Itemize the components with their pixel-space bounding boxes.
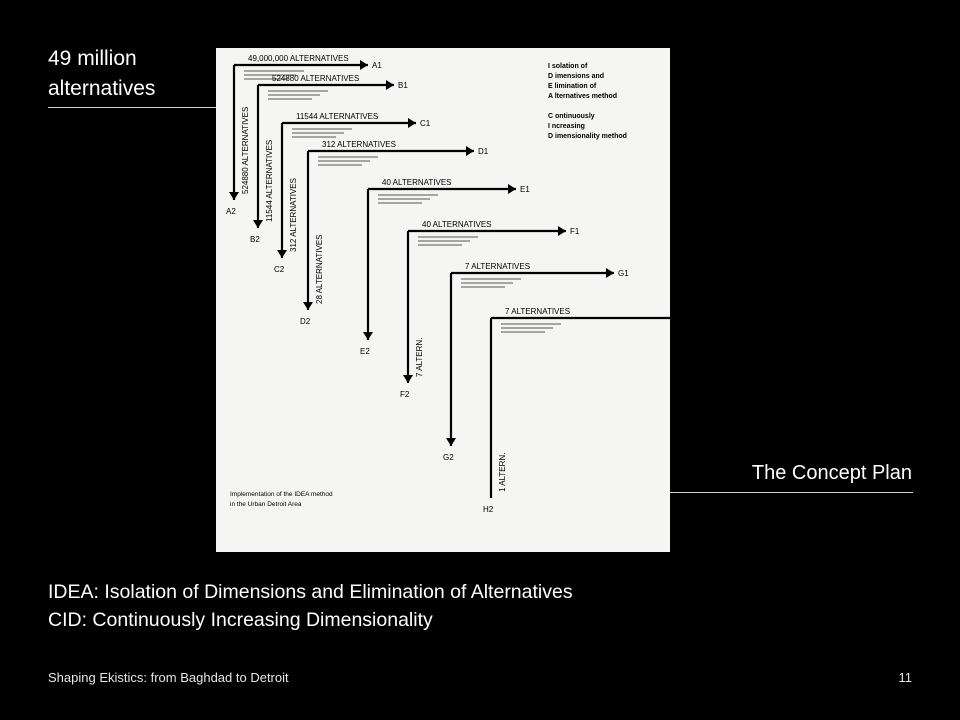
step-top-label: 49,000,000 ALTERNATIVES bbox=[248, 54, 349, 63]
step-vertical-label: 312 ALTERNATIVES bbox=[289, 178, 298, 252]
concept-plan-label: The Concept Plan bbox=[751, 462, 912, 484]
legend-line: C ontinuously bbox=[548, 113, 595, 120]
slide-title-line: 49 million bbox=[48, 47, 137, 70]
step-bottom-tag: C2 bbox=[274, 265, 285, 274]
step-top-label: 40 ALTERNATIVES bbox=[422, 220, 492, 229]
idea-definition: IDEA: Isolation of Dimensions and Elimination of Alternatives bbox=[48, 581, 573, 603]
step-right-tag: D1 bbox=[478, 147, 489, 156]
legend-line: D imensionality method bbox=[548, 133, 627, 140]
step-vertical-label: 7 ALTERN. bbox=[415, 337, 424, 377]
footer-title: Shaping Ekistics: from Baghdad to Detroit bbox=[48, 670, 289, 685]
figure-caption-line: Implementation of the IDEA method bbox=[230, 491, 333, 498]
step-arrow-head bbox=[386, 80, 394, 90]
step-top-label: 11544 ALTERNATIVES bbox=[296, 112, 379, 121]
acronym-definitions bbox=[48, 578, 573, 634]
step-arrow-head bbox=[408, 118, 416, 128]
step-top-label: 7 ALTERNATIVES bbox=[465, 262, 531, 271]
step-arrow-head bbox=[303, 302, 313, 310]
step-bottom-tag: D2 bbox=[300, 317, 311, 326]
legend-line: E limination of bbox=[548, 83, 597, 90]
idea-method-diagram-image bbox=[216, 48, 670, 552]
step-arrow-head bbox=[403, 375, 413, 383]
step-vertical-label: 1 ALTERN. bbox=[498, 452, 507, 492]
idea-method-diagram bbox=[216, 48, 670, 552]
page-number: 11 bbox=[898, 670, 912, 685]
step-bottom-tag: A2 bbox=[226, 207, 236, 216]
legend-line: I ncreasing bbox=[548, 123, 585, 130]
step-top-label: 7 ALTERNATIVES bbox=[505, 307, 571, 316]
step-vertical-label: 524880 ALTERNATIVES bbox=[241, 106, 250, 194]
legend-line: A lternatives method bbox=[548, 93, 617, 100]
slide-title bbox=[48, 44, 218, 104]
step-vertical-label: 11544 ALTERNATIVES bbox=[265, 139, 274, 222]
step-right-tag: G1 bbox=[618, 269, 629, 278]
step-arrow-head bbox=[446, 438, 456, 446]
step-top-label: 40 ALTERNATIVES bbox=[382, 178, 452, 187]
step-top-label: 524880 ALTERNATIVES bbox=[272, 74, 360, 83]
step-bottom-tag: G2 bbox=[443, 453, 454, 462]
step-arrow-head bbox=[466, 146, 474, 156]
step-arrow-head bbox=[229, 192, 239, 200]
step-right-tag: B1 bbox=[398, 81, 408, 90]
legend-line: D imensions and bbox=[548, 73, 605, 80]
step-arrow-head bbox=[508, 184, 516, 194]
step-arrow-head bbox=[277, 250, 287, 258]
step-right-tag: E1 bbox=[520, 185, 530, 194]
step-arrow-head bbox=[606, 268, 614, 278]
cid-definition: CID: Continuously Increasing Dimensionality bbox=[48, 609, 433, 631]
step-right-tag: A1 bbox=[372, 61, 382, 70]
step-arrow-head bbox=[558, 226, 566, 236]
legend-line: I solation of bbox=[548, 63, 588, 70]
step-vertical-label: 28 ALTERNATIVES bbox=[315, 234, 324, 304]
step-arrow-head bbox=[360, 60, 368, 70]
step-right-tag: F1 bbox=[570, 227, 580, 236]
step-top-label: 312 ALTERNATIVES bbox=[322, 140, 396, 149]
figure-caption-line: in the Urban Detroit Area bbox=[230, 501, 302, 508]
step-arrow-head bbox=[253, 220, 263, 228]
step-bottom-tag: E2 bbox=[360, 347, 370, 356]
slide-title-line: alternatives bbox=[48, 77, 156, 100]
step-arrow-head bbox=[363, 332, 373, 340]
step-right-tag: C1 bbox=[420, 119, 431, 128]
step-bottom-tag: H2 bbox=[483, 505, 494, 514]
step-bottom-tag: F2 bbox=[400, 390, 410, 399]
step-bottom-tag: B2 bbox=[250, 235, 260, 244]
title-divider bbox=[48, 107, 218, 108]
concept-plan-divider bbox=[670, 492, 913, 493]
